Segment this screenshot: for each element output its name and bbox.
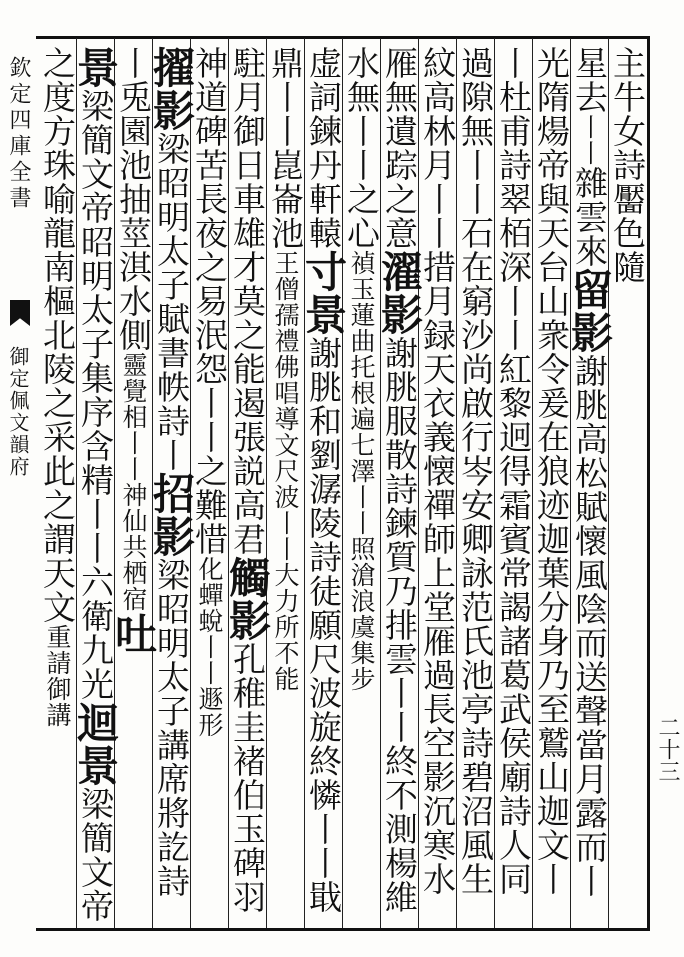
- text-run: 王僧孺禮佛唱導文尺波丨丨大力所不能: [271, 250, 300, 692]
- frame-right-border: [647, 36, 650, 931]
- text-run: 紋高林月丨丨措月録天衣義懐禪師上堂雁過長空影沉寒水: [418, 46, 457, 896]
- fishtail-mark-icon: [10, 300, 30, 326]
- text-column: [565, 46, 614, 924]
- text-run: 雁無遺踪之意: [380, 46, 419, 250]
- text-column: [38, 46, 76, 924]
- headword: 寸景: [299, 250, 348, 336]
- text-run: 梁昭明太子賦書帙詩丨: [152, 132, 191, 472]
- text-column: [494, 46, 532, 924]
- text-run: 重請御講: [43, 624, 72, 728]
- text-column: [109, 46, 158, 924]
- text-run: 梁簡文帝: [76, 787, 115, 923]
- text-column: [266, 46, 304, 924]
- text-run: 謝朓和劉潺陵詩徒願尺波旋終憐丨丨戢: [304, 336, 343, 914]
- text-run: 孔稚圭褚伯玉碑羽: [228, 642, 267, 914]
- headword: 擢影: [147, 46, 196, 132]
- text-run: 光隋煬帝與天台山衆令爰在狼迹迦葉分身乃至鷲山迦文丨: [532, 46, 571, 896]
- text-run: 過隙無丨丨石在窮沙尚啟行岑安卿詠范氏池亭詩碧沼風生: [456, 46, 495, 896]
- text-run: 主牛女詩靨色隨: [608, 46, 647, 284]
- text-run: 之度方珠喻龍南樞北陵之采此之謂天文: [38, 46, 77, 624]
- text-run: 化蟬蛻丨丨遯形: [195, 556, 224, 738]
- text-run: 水無丨丨之心: [342, 46, 381, 250]
- text-column: [375, 46, 424, 924]
- text-run: 梁簡文帝昭明太子集序含精丨丨六衛九光: [76, 89, 115, 701]
- text-run: 駐月御日車雄才莫之能遏張説高君: [228, 46, 267, 556]
- frame-bottom-border: [36, 928, 650, 931]
- text-run: 謝朓服散詩鍊質乃排雲丨丨終不測楊維: [380, 336, 419, 914]
- text-column: [532, 46, 570, 924]
- book-title: 欽定四庫全書: [6, 56, 31, 212]
- headword: 招影: [147, 472, 196, 558]
- text-run: 神道碑苦長夜之易泯怨丨丨之難惜: [190, 46, 229, 556]
- text-column: [223, 46, 272, 924]
- headword: 留影: [565, 268, 614, 354]
- headword: 觸影: [223, 556, 272, 642]
- text-run: 丨杜甫詩翠栢深丨丨紅黎迥得霜賓常謁諸葛武侯廟詩人同: [494, 46, 533, 896]
- text-column: [342, 46, 380, 924]
- text-column: [418, 46, 456, 924]
- text-run: 雜雲來: [570, 166, 609, 268]
- page-margin-strip: [0, 46, 34, 906]
- text-column: [71, 46, 120, 924]
- text-run: 禎玉蓮曲托根遍七澤丨丨照滄浪虞集步: [347, 250, 376, 692]
- text-column: [147, 46, 196, 924]
- page-number: 二十三: [655, 716, 680, 782]
- book-subtitle: 御定佩文韻府: [6, 346, 30, 478]
- text-run: 丨兎園池抽莖淇水側: [114, 46, 153, 352]
- frame-top-border: [36, 36, 650, 39]
- text-run: 星去: [570, 46, 609, 114]
- headword: 迴景: [71, 701, 120, 787]
- text-run: 梁昭明太子講席將訖詩: [152, 558, 191, 898]
- headword: 景: [71, 46, 120, 89]
- text-run: 丨丨: [575, 114, 604, 166]
- headword: 濯影: [375, 250, 424, 336]
- text-column: [299, 46, 348, 924]
- headword: 吐: [109, 612, 158, 655]
- text-column: [608, 46, 646, 924]
- text-run: 鼎丨丨崑崙池: [266, 46, 305, 250]
- text-column: [456, 46, 494, 924]
- text-run: 靈覺相丨丨神仙共栖宿: [119, 352, 148, 612]
- text-run: 虚詞鍊丹軒轅: [304, 46, 343, 250]
- text-run: 謝朓高松賦懷風陰而送聲當月露而丨: [570, 354, 609, 898]
